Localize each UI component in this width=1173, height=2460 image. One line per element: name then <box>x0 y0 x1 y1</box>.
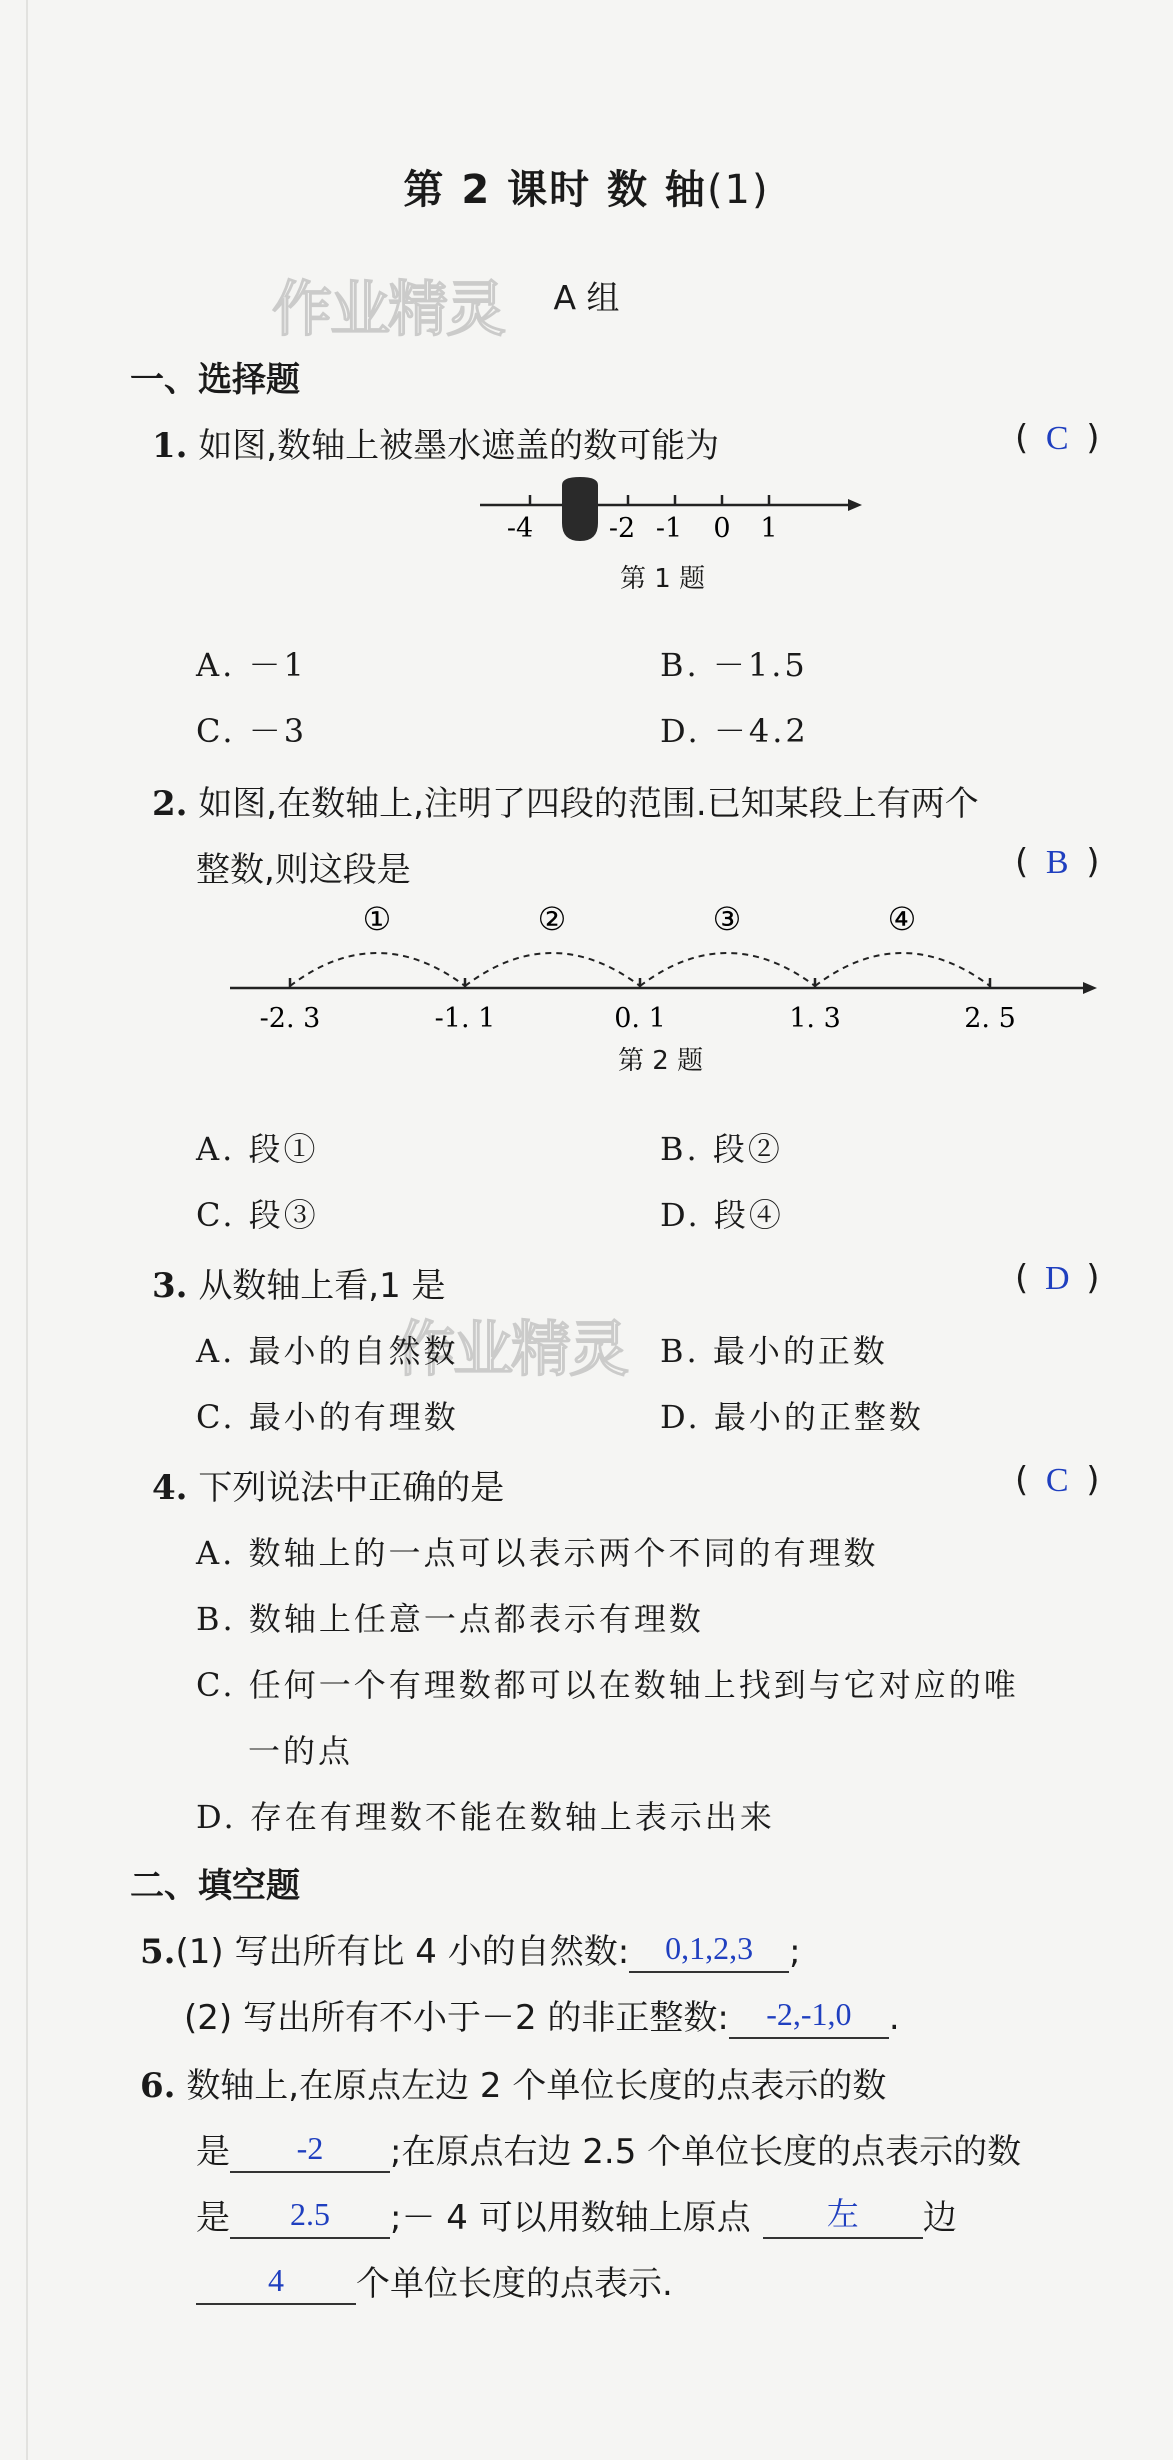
q2-option-b: B. 段② <box>660 1130 783 1168</box>
answer-1: ( C ) <box>1015 418 1100 458</box>
ink-blot <box>562 477 598 541</box>
question-6-line3: 是 2.5 ;－ 4 可以用数轴上原点 左 边 <box>196 2196 957 2238</box>
q2-number-line <box>225 900 1125 1040</box>
segment-arc <box>465 953 640 986</box>
q6-blank-1: -2 <box>230 2133 390 2173</box>
q6-blank-3: 左 <box>763 2199 923 2239</box>
watermark-top: 作业精灵 <box>272 275 504 345</box>
answer-4: ( C ) <box>1015 1460 1100 1500</box>
tick-label: -2. 3 <box>259 1003 321 1034</box>
question-6-line4: 4 个单位长度的点表示. <box>196 2256 673 2305</box>
segment-label: ③ <box>712 900 742 938</box>
tick-label: 1. 3 <box>789 1003 841 1034</box>
page-edge <box>26 0 28 2460</box>
q1-option-c: C. －3 <box>196 712 308 750</box>
q1-option-a: A. －1 <box>196 646 307 684</box>
q3-option-a: A. 最小的自然数 <box>196 1332 459 1370</box>
q2-option-d: D. 段④ <box>660 1196 784 1234</box>
watermark-middle: 作业精灵 <box>395 1315 627 1385</box>
axis-arrow <box>1083 982 1097 994</box>
group-label: A 组 <box>553 278 620 317</box>
question-3: 3. 从数轴上看,1 是 <box>152 1266 446 1306</box>
question-5-part2: (2) 写出所有不小于－2 的非正整数: -2,-1,0 . <box>184 1996 900 2038</box>
axis-arrow <box>848 499 862 511</box>
q4-option-b: B. 数轴上任意一点都表示有理数 <box>196 1600 704 1638</box>
segment-label: ④ <box>887 900 917 938</box>
tick-label: -2 <box>608 513 636 544</box>
figure-1-caption: 第 1 题 <box>620 564 706 594</box>
tick-label: 1 <box>760 513 778 544</box>
q6-blank-2: 2.5 <box>230 2199 390 2239</box>
question-4: 4. 下列说法中正确的是 <box>152 1468 505 1508</box>
figure-2-caption: 第 2 题 <box>618 1046 704 1076</box>
question-1: 1. 如图,数轴上被墨水遮盖的数可能为 <box>152 426 720 466</box>
q3-option-d: D. 最小的正整数 <box>660 1398 924 1436</box>
segment-label: ② <box>537 900 567 938</box>
q4-option-c: C. 任何一个有理数都可以在数轴上找到与它对应的唯 <box>196 1666 1019 1704</box>
q4-option-c-cont: 一的点 <box>248 1732 354 1770</box>
q3-option-c: C. 最小的有理数 <box>196 1398 459 1436</box>
q5-blank-2: -2,-1,0 <box>729 1999 889 2039</box>
tick-label: 0 <box>713 513 731 544</box>
answer-3: ( D ) <box>1015 1258 1100 1298</box>
q1-option-d: D. －4.2 <box>660 712 809 750</box>
section-fill: 二、填空题 <box>130 1866 300 1906</box>
tick-label: -1. 1 <box>434 1003 496 1034</box>
q4-option-d: D. 存在有理数不能在数轴上表示出来 <box>196 1798 775 1836</box>
tick-label: 0. 1 <box>614 1003 666 1034</box>
segment-arc <box>290 953 465 986</box>
tick-label: -4 <box>506 513 534 544</box>
q6-blank-4: 4 <box>196 2265 356 2305</box>
question-6-line1: 6. 数轴上,在原点左边 2 个单位长度的点表示的数 <box>140 2066 887 2106</box>
question-2: 2. 如图,在数轴上,注明了四段的范围.已知某段上有两个 <box>152 784 979 824</box>
q1-number-line <box>470 475 870 550</box>
segment-arc <box>815 953 990 986</box>
q4-option-a: A. 数轴上的一点可以表示两个不同的有理数 <box>196 1534 879 1572</box>
question-5-part1: 5.(1) 写出所有比 4 小的自然数: 0,1,2,3 ; <box>140 1930 801 1972</box>
question-6-line2: 是 -2 ;在原点右边 2.5 个单位长度的点表示的数 <box>196 2130 1022 2172</box>
section-choice: 一、选择题 <box>130 360 300 400</box>
segment-arc <box>640 953 815 986</box>
q2-option-a: A. 段① <box>196 1130 319 1168</box>
q3-option-b: B. 最小的正数 <box>660 1332 888 1370</box>
q2-option-c: C. 段③ <box>196 1196 319 1234</box>
q5-blank-1: 0,1,2,3 <box>629 1933 789 1973</box>
tick-label: 2. 5 <box>964 1003 1016 1034</box>
answer-2: ( B ) <box>1015 842 1100 882</box>
q1-option-b: B. －1.5 <box>660 646 808 684</box>
segment-label: ① <box>362 900 392 938</box>
question-2-line2: 整数,则这段是 <box>196 850 411 890</box>
page-title: 第 2 课时 数 轴(1) <box>403 167 770 213</box>
tick-label: -1 <box>655 513 683 544</box>
